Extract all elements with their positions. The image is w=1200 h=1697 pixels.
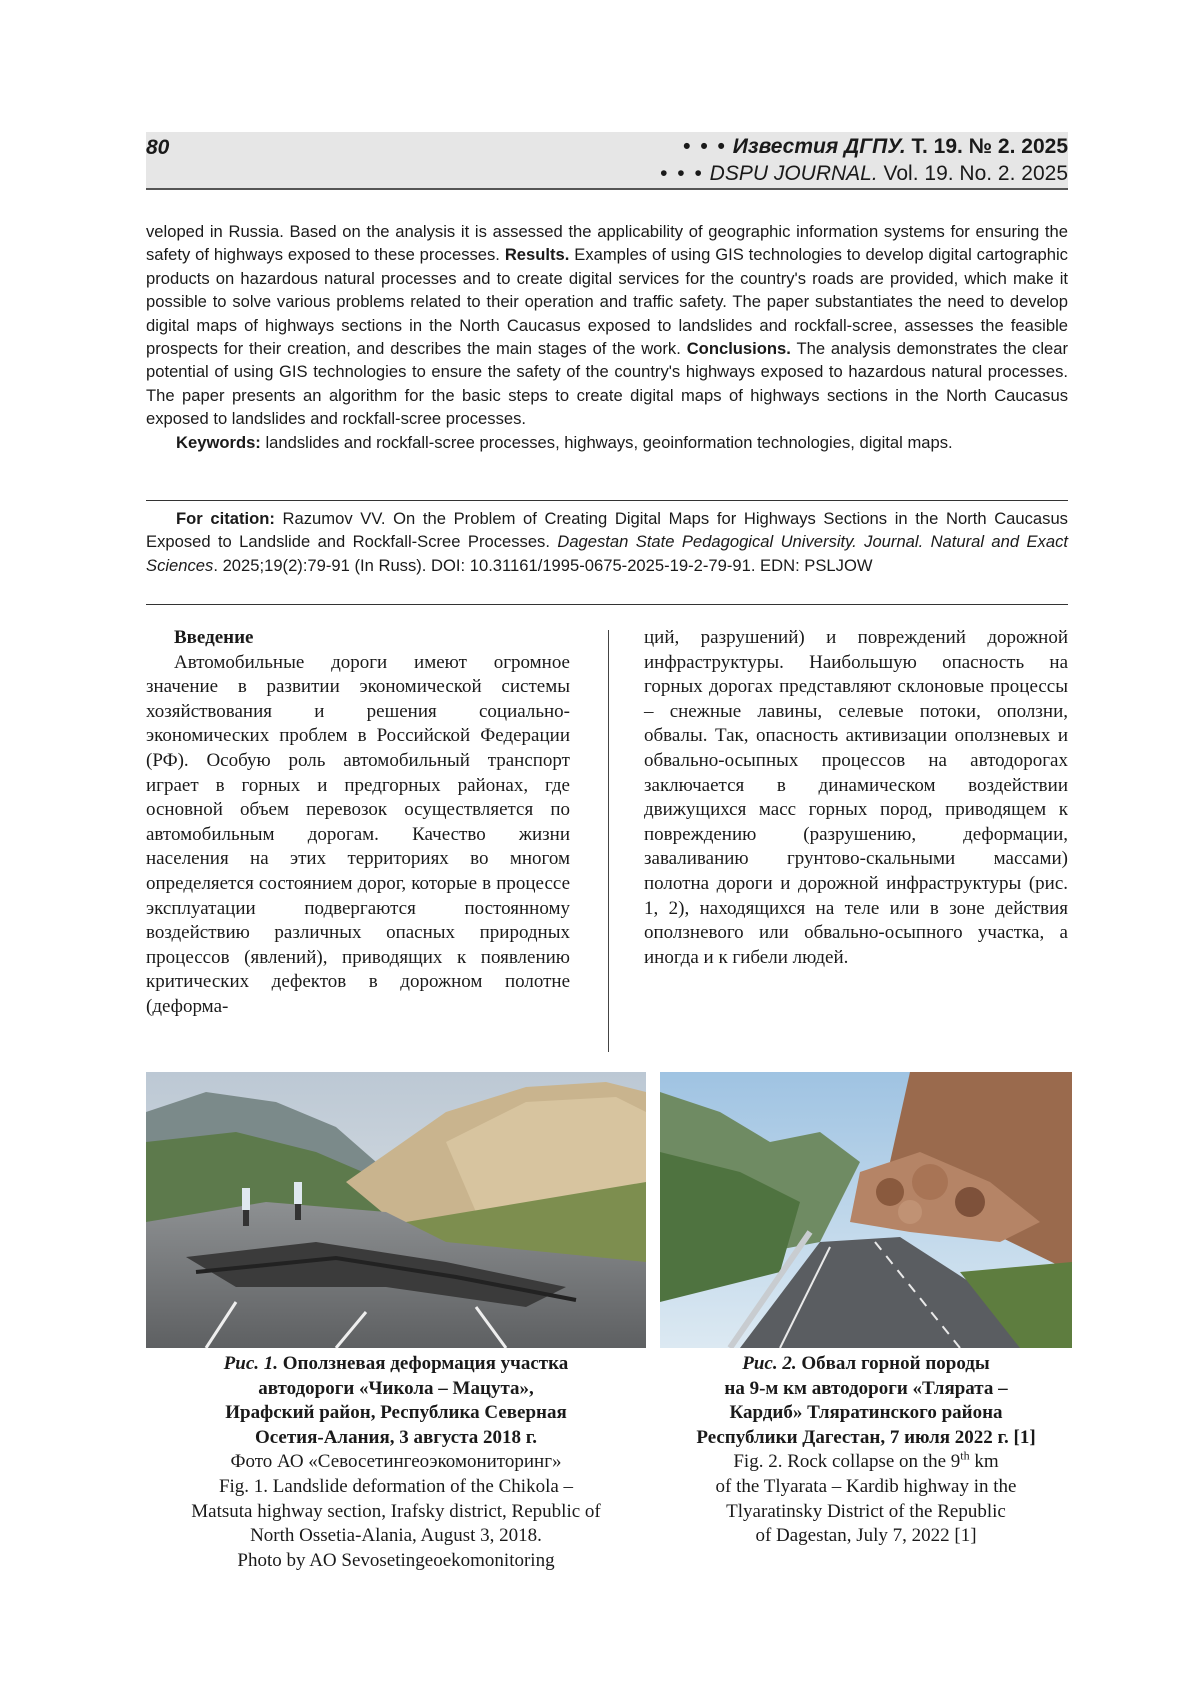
figure1-en-line-3: North Ossetia-Alania, August 3, 2018. <box>250 1525 542 1547</box>
figure1-photo-credit: Фото АО «Севосетингеоэкомониторинг» <box>230 1451 562 1473</box>
figure2-title-line-2: на 9-м км автодороги «Тлярата – <box>724 1377 1008 1399</box>
figure2-en-line-4: of Dagestan, July 7, 2022 [1] <box>755 1525 977 1547</box>
citation <box>146 507 1068 577</box>
figure1-caption <box>146 1352 646 1573</box>
citation-label: For citation: <box>176 509 275 528</box>
body-column-right <box>644 626 1068 970</box>
citation-bottom-rule <box>146 604 1068 605</box>
figure2-en-line-1a: Fig. 2. Rock collapse on the 9 <box>733 1451 961 1473</box>
abstract-lead: veloped in Russia. Based on the analysis it is assessed the applicability of geographic information systems for ensuring the safety of highways exposed to these processes. <box>146 222 1068 265</box>
citation-text-a: Razumov VV. On the Problem of Creating Digital Maps for Highways Sections in the North Caucasus Exposed to Landslide and Rockfall-Scree Processes. <box>146 509 1068 552</box>
figure2-title-line-1 <box>660 1352 1072 1377</box>
citation-text-b: . 2025;19(2):79-91 (In Russ). DOI: 10.31161/1995-0675-2025-19-2-79-91. EDN: PSLJOW <box>213 555 873 575</box>
intro-paragraph: Автомобильные дороги имеют огромное значение в развитии экономической системы хозяйствования и решения социально-экономических проблем в Российской Федерации (РФ). Особую роль автомобильный транспорт играет в горных и предгорных районах, где основной объем перевозок осуществляется по автомобильным дорогам. Качество жизни населения на этих территориях во многом определяется состоянием дорог, которые в процессе эксплуатации подвергаются постоянному воздействию различных опасных природных процессов (явлений), приводящих к появлению критических дефектов в дорожном полотне (деформа- <box>146 651 570 1017</box>
header-dots: • • • <box>683 135 727 158</box>
landslide-road-image <box>146 1072 646 1348</box>
journal-issue-ru: Т. 19. № 2. 2025 <box>911 135 1068 158</box>
figure2-en-line-2: of the Tlyarata – Kardib highway in the <box>715 1475 1017 1497</box>
figure2-caption <box>660 1352 1072 1549</box>
figure1-title-line-4: Осетия-Алания, 3 августа 2018 г. <box>254 1426 538 1448</box>
rockfall-road-image <box>660 1072 1072 1348</box>
keywords <box>146 431 1068 454</box>
intro-paragraph-continued: ций, разрушений) и повреждений дорожной инфраструктуры. Наибольшую опасность на горных дорогах представляют склоновые процессы – снежные лавины, селевые потоки, оползни, обвалы. Так, опасность активизации оползневых и обвально-осыпных процессов на автодорогах заключается в динамическом воздействии движущихся масс горных пород, приводящем к повреждению (разрушению, деформации, заваливанию грунтово-скальными массами) полотна дороги и дорожной инфраструктуры (рис. 1, 2), находящихся на теле или в зоне действия оползневого или обвально-осыпного участка, а иногда и к гибели людей. <box>644 627 1068 968</box>
keywords-text: landslides and rockfall-scree processes, highways, geoinformation technologies, digital maps. <box>265 432 953 452</box>
citation-paragraph <box>146 507 1068 577</box>
figure1-en-line-2: Matsuta highway section, Irafsky district, Republic of <box>191 1500 601 1522</box>
figure1-en-line-4: Photo by AO Sevosetingeoekomonitoring <box>237 1549 555 1571</box>
figure1-en-line-1: Fig. 1. Landslide deformation of the Chikola – <box>218 1475 574 1497</box>
figure2-en-line-1b: km <box>969 1451 999 1473</box>
journal-issue-en: Vol. 19. No. 2. 2025 <box>883 162 1068 185</box>
results-text: Examples of using GIS technologies to develop digital cartographic products on hazardous natural processes and to create digital services for the country's roads are provided, which make it possible to solve various problems related to their operation and traffic safety. The paper substantiates the need to develop digital maps of highways sections in the North Caucasus exposed to landslides and rockfall-scree, assesses the feasible prospects for their creation, and describes the main stages of the work. <box>146 245 1068 359</box>
figure2-title-line-4: Республики Дагестан, 7 июля 2022 г. [1] <box>696 1426 1036 1448</box>
journal-title-ru <box>683 135 1068 159</box>
keywords-label: Keywords: <box>176 432 261 452</box>
citation-journal: Dagestan State Pedagogical University. Journal. Natural and Exact Sciences <box>146 532 1068 575</box>
citation-top-rule <box>146 500 1068 501</box>
figure2-label: Рис. 2. <box>742 1353 797 1374</box>
figure2-en-line-3: Tlyaratinsky District of the Republic <box>726 1500 1006 1522</box>
figure1-title-line-3: Ирафский район, Республика Северная <box>225 1402 567 1424</box>
column-divider <box>608 630 609 1052</box>
figure1-label: Рис. 1. <box>223 1353 279 1374</box>
journal-name-en: DSPU JOURNAL. <box>709 162 878 185</box>
section-heading-intro: Введение <box>174 627 254 648</box>
figure1-photo <box>146 1072 646 1348</box>
journal-name-ru: Известия ДГПУ. <box>732 135 906 158</box>
figure2-en-line-1 <box>660 1450 1072 1475</box>
figure2-en-sup: th <box>960 1449 970 1464</box>
body-column-left <box>146 626 570 1020</box>
conclusions-label: Conclusions. <box>686 339 791 359</box>
abstract <box>146 220 1068 454</box>
figure2-title-line-3: Кардиб» Тляратинского района <box>729 1402 1003 1424</box>
journal-title-en <box>660 162 1068 186</box>
page-number: 80 <box>146 136 170 159</box>
abstract-paragraph <box>146 220 1068 431</box>
results-label: Results. <box>504 245 570 265</box>
figure1-title-line-2: автодороги «Чикола – Мацута», <box>258 1377 534 1399</box>
figure2-photo <box>660 1072 1072 1348</box>
header-dots-en: • • • <box>660 162 704 185</box>
figure1-title-text-1: Оползневая деформация участка <box>282 1353 569 1374</box>
conclusions-text: The analysis demonstrates the clear potential of using GIS technologies to ensure the safety of the country's highways exposed to hazardous natural processes. The paper presents an algorithm for the basic steps to create digital maps of highways sections in the North Caucasus exposed to landslides and rockfall-scree processes. <box>146 339 1068 429</box>
figure2-title-text-1: Обвал горной породы <box>801 1353 990 1374</box>
figure1-title-line-1 <box>146 1352 646 1377</box>
